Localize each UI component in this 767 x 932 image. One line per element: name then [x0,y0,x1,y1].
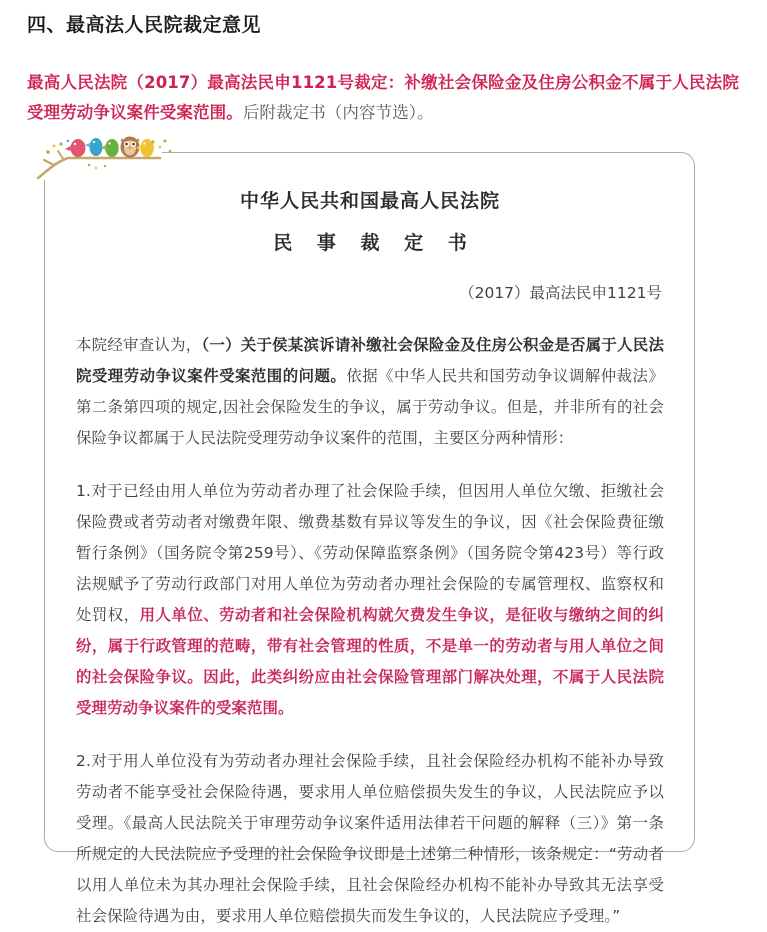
paragraph-item-2-run-0: 2.对于用人单位没有为劳动者办理社会保险手续，且社会保险经办机构不能补办导致劳动者不能享受社会保险待遇，要求用人单位赔偿损失发生的争议，人民法院应予以受理。《最高人民法院关于审理劳动争议案件适用法律若干问题的解释（三）》第一条所规定的人民法院应予受理的社会保险争议即是上述第二种情形，该条规定：“劳动者以用人单位未为其办理社会保险手续，且社会保险经办机构不能补办导致其无法享受社会保险待遇为由，要求用人单位赔偿损失而发生争议的，人民法院应予受理。” [76,752,664,925]
paragraph-item-2 [76,746,664,932]
intro-plain-text: 后附裁定书（内容节选）。 [242,103,434,122]
birds-on-branch-icon [34,132,180,184]
court-name: 中华人民共和国最高人民法院 [239,190,500,212]
paragraph-opening-run-0: 本院经审查认为， [76,336,202,354]
paragraph-opening-run-2: 依据《中华人民共和国劳动争议调解仲裁法》第二条第四项的规定,因社会保险发生的争议，属于劳动争议。但是，并非所有的社会保险争议都属于人民法院受理劳动争议案件的范围，主要区分两种情形： [76,367,664,447]
paragraph-item-1 [76,476,664,724]
paragraph-item-1-run-1: 用人单位、劳动者和社会保险机构就欠费发生争议，是征收与缴纳之间的纠纷，属于行政管理的范畴，带有社会管理的性质，不是单一的劳动者与用人单位之间的社会保险争议。因此，此类纠纷应由社会保险管理部门解决处理，不属于人民法院受理劳动争议案件的受案范围。 [76,606,664,717]
ruling-document-body [76,178,664,932]
page-title: 四、最高法人民院裁定意见 [27,14,262,36]
paragraph-item-1-run-0: 1.对于已经由用人单位为劳动者办理了社会保险手续，但因用人单位欠缴、拒缴社会保险费或者劳动者对缴费年限、缴费基数有异议等发生的争议，因《社会保险费征缴暂行条例》（国务院令第259号）、《劳动保障监察条例》（国务院令第423号）等行政法规赋予了劳动行政部门对用人单位为劳动者办理社会保险的专属管理权、监察权和处罚权， [76,482,664,624]
case-number: （2017）最高法民申1121号 [459,284,662,302]
paragraph-opening [76,330,664,454]
paragraph-opening-run-1: （一）关于侯某滨诉请补缴社会保险金及住房公积金是否属于人民法院受理劳动争议案件受案范围的问题。 [76,336,664,385]
intro-paragraph [27,68,739,128]
intro-highlight-text: 最高人民法院（2017）最高法民申1121号裁定：补缴社会保险金及住房公积金不属于人民法院受理劳动争议案件受案范围。 [27,73,739,122]
document-type: 民 事 裁 定 书 [273,232,476,254]
